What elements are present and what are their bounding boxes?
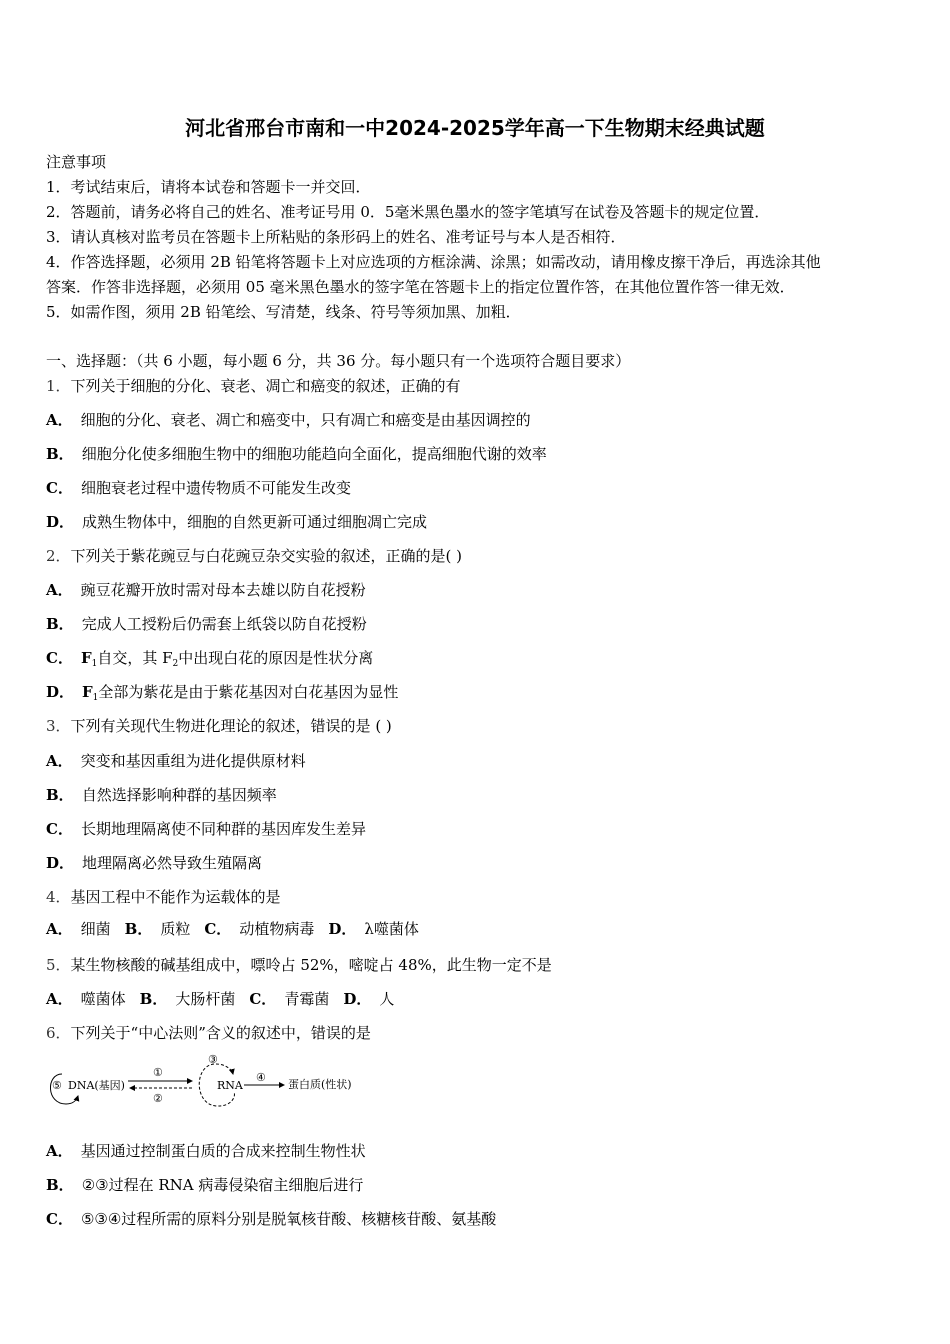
q2-option-b: B． 完成人工授粉后仍需套上纸袋以防自花授粉	[46, 615, 367, 633]
notice-item: 4．作答选择题，必须用 2B 铅笔将答题卡上对应选项的方框涂满、涂黑；如需改动，请用橡皮擦干净后，再选涂其他	[46, 253, 821, 271]
notice-item: 答案．作答非选择题，必须用 05 毫米黑色墨水的签字笔在答题卡上的指定位置作答，在其他位置作答一律无效．	[46, 278, 795, 296]
q1-option-b: B． 细胞分化使多细胞生物中的细胞功能趋向全面化，提高细胞代谢的效率	[46, 445, 547, 463]
q2-option-d: D． $F_1$全部为紫花是由于紫花基因对白花基因为显性	[46, 683, 399, 703]
label-1: ①	[153, 1066, 163, 1079]
question-stem: 下列关于细胞的分化、衰老、凋亡和癌变的叙述，正确的有	[70, 377, 461, 395]
notice-heading: 注意事项	[46, 153, 107, 171]
q5-option-a: 噬菌体	[80, 990, 126, 1008]
label-2: ②	[153, 1092, 163, 1105]
q4-option-c: 动植物病毒	[239, 920, 315, 938]
q2-option-a: A． 豌豆花瓣开放时需对母本去雄以防自花授粉	[46, 581, 366, 599]
question-5	[46, 955, 552, 975]
question-number: 6．	[46, 1024, 71, 1042]
q1-option-a: A． 细胞的分化、衰老、凋亡和癌变中，只有凋亡和癌变是由基因调控的	[46, 411, 531, 429]
q6-option-a: A． 基因通过控制蛋白质的合成来控制生物性状	[46, 1142, 366, 1160]
central-dogma-diagram	[44, 1052, 374, 1112]
question-stem: 下列关于“中心法则”含义的叙述中，错误的是	[70, 1024, 371, 1042]
question-number: 3．	[46, 717, 71, 735]
q1-option-c: C． 细胞衰老过程中遗传物质不可能发生改变	[46, 479, 351, 497]
question-stem: 下列有关现代生物进化理论的叙述，错误的是 ( )	[70, 717, 392, 735]
question-4	[46, 887, 281, 907]
notice-item: 1．考试结束后，请将本试卷和答题卡一并交回．	[46, 178, 371, 196]
label-3: ③	[208, 1053, 218, 1066]
question-stem: 基因工程中不能作为运载体的是	[70, 888, 281, 906]
label-protein: 蛋白质(性状)	[288, 1078, 352, 1091]
question-number: 5．	[46, 956, 71, 974]
question-6	[46, 1023, 371, 1043]
question-stem: 某生物核酸的碱基组成中，嘌呤占 52%，嘧啶占 48%，此生物一定不是	[70, 956, 552, 974]
label-dna: DNA(基因)	[68, 1079, 125, 1092]
q3-option-a: A． 突变和基因重组为进化提供原材料	[46, 752, 306, 770]
section-heading: 一、选择题：（共 6 小题，每小题 6 分，共 36 分。每小题只有一个选项符合题目要求）	[46, 352, 631, 370]
q5-option-c: 青霉菌	[284, 990, 330, 1008]
label-rna: RNA	[217, 1079, 243, 1092]
q5-option-d: 人	[379, 990, 395, 1008]
q3-option-b: B． 自然选择影响种群的基因频率	[46, 786, 277, 804]
q2-option-c: C． $F_1$自交，其 $F_2$中出现白花的原因是性状分离	[46, 649, 374, 669]
question-1	[46, 376, 461, 396]
question-number: 4．	[46, 888, 71, 906]
q4-options: A． 细菌 B． 质粒 C． 动植物病毒 D． λ噬菌体	[46, 920, 419, 938]
notice-item: 3．请认真核对监考员在答题卡上所粘贴的条形码上的姓名、准考证号与本人是否相符．	[46, 228, 626, 246]
page-title: 河北省邢台市南和一中2024-2025学年高一下生物期末经典试题	[185, 116, 765, 140]
q4-option-d: λ噬菌体	[364, 920, 419, 938]
q5-options: A． 噬菌体 B． 大肠杆菌 C． 青霉菌 D． 人	[46, 990, 395, 1008]
label-4: ④	[256, 1071, 266, 1084]
question-3	[46, 716, 392, 736]
q3-option-c: C． 长期地理隔离使不同种群的基因库发生差异	[46, 820, 366, 838]
q4-option-b: 质粒	[160, 920, 191, 938]
notice-item: 5．如需作图，须用 2B 铅笔绘、写清楚，线条、符号等须加黑、加粗．	[46, 303, 521, 321]
question-number: 1．	[46, 377, 71, 395]
label-5: ⑤	[52, 1079, 62, 1092]
q5-option-b: 大肠杆菌	[175, 990, 236, 1008]
q4-option-a: 细菌	[80, 920, 111, 938]
q6-option-c: C． ⑤③④过程所需的原料分别是脱氧核苷酸、核糖核苷酸、氨基酸	[46, 1210, 497, 1228]
q6-option-b: B． ②③过程在 RNA 病毒侵染宿主细胞后进行	[46, 1176, 364, 1194]
q1-option-d: D． 成熟生物体中，细胞的自然更新可通过细胞凋亡完成	[46, 513, 428, 531]
q3-option-d: D． 地理隔离必然导致生殖隔离	[46, 854, 263, 872]
notice-item: 2．答题前，请务必将自己的姓名、准考证号用 0．5毫米黑色墨水的签字笔填写在试卷及答题卡的规定位置．	[46, 203, 770, 221]
question-number: 2．	[46, 547, 71, 565]
question-2	[46, 546, 462, 566]
question-stem: 下列关于紫花豌豆与白花豌豆杂交实验的叙述，正确的是( )	[70, 547, 463, 565]
